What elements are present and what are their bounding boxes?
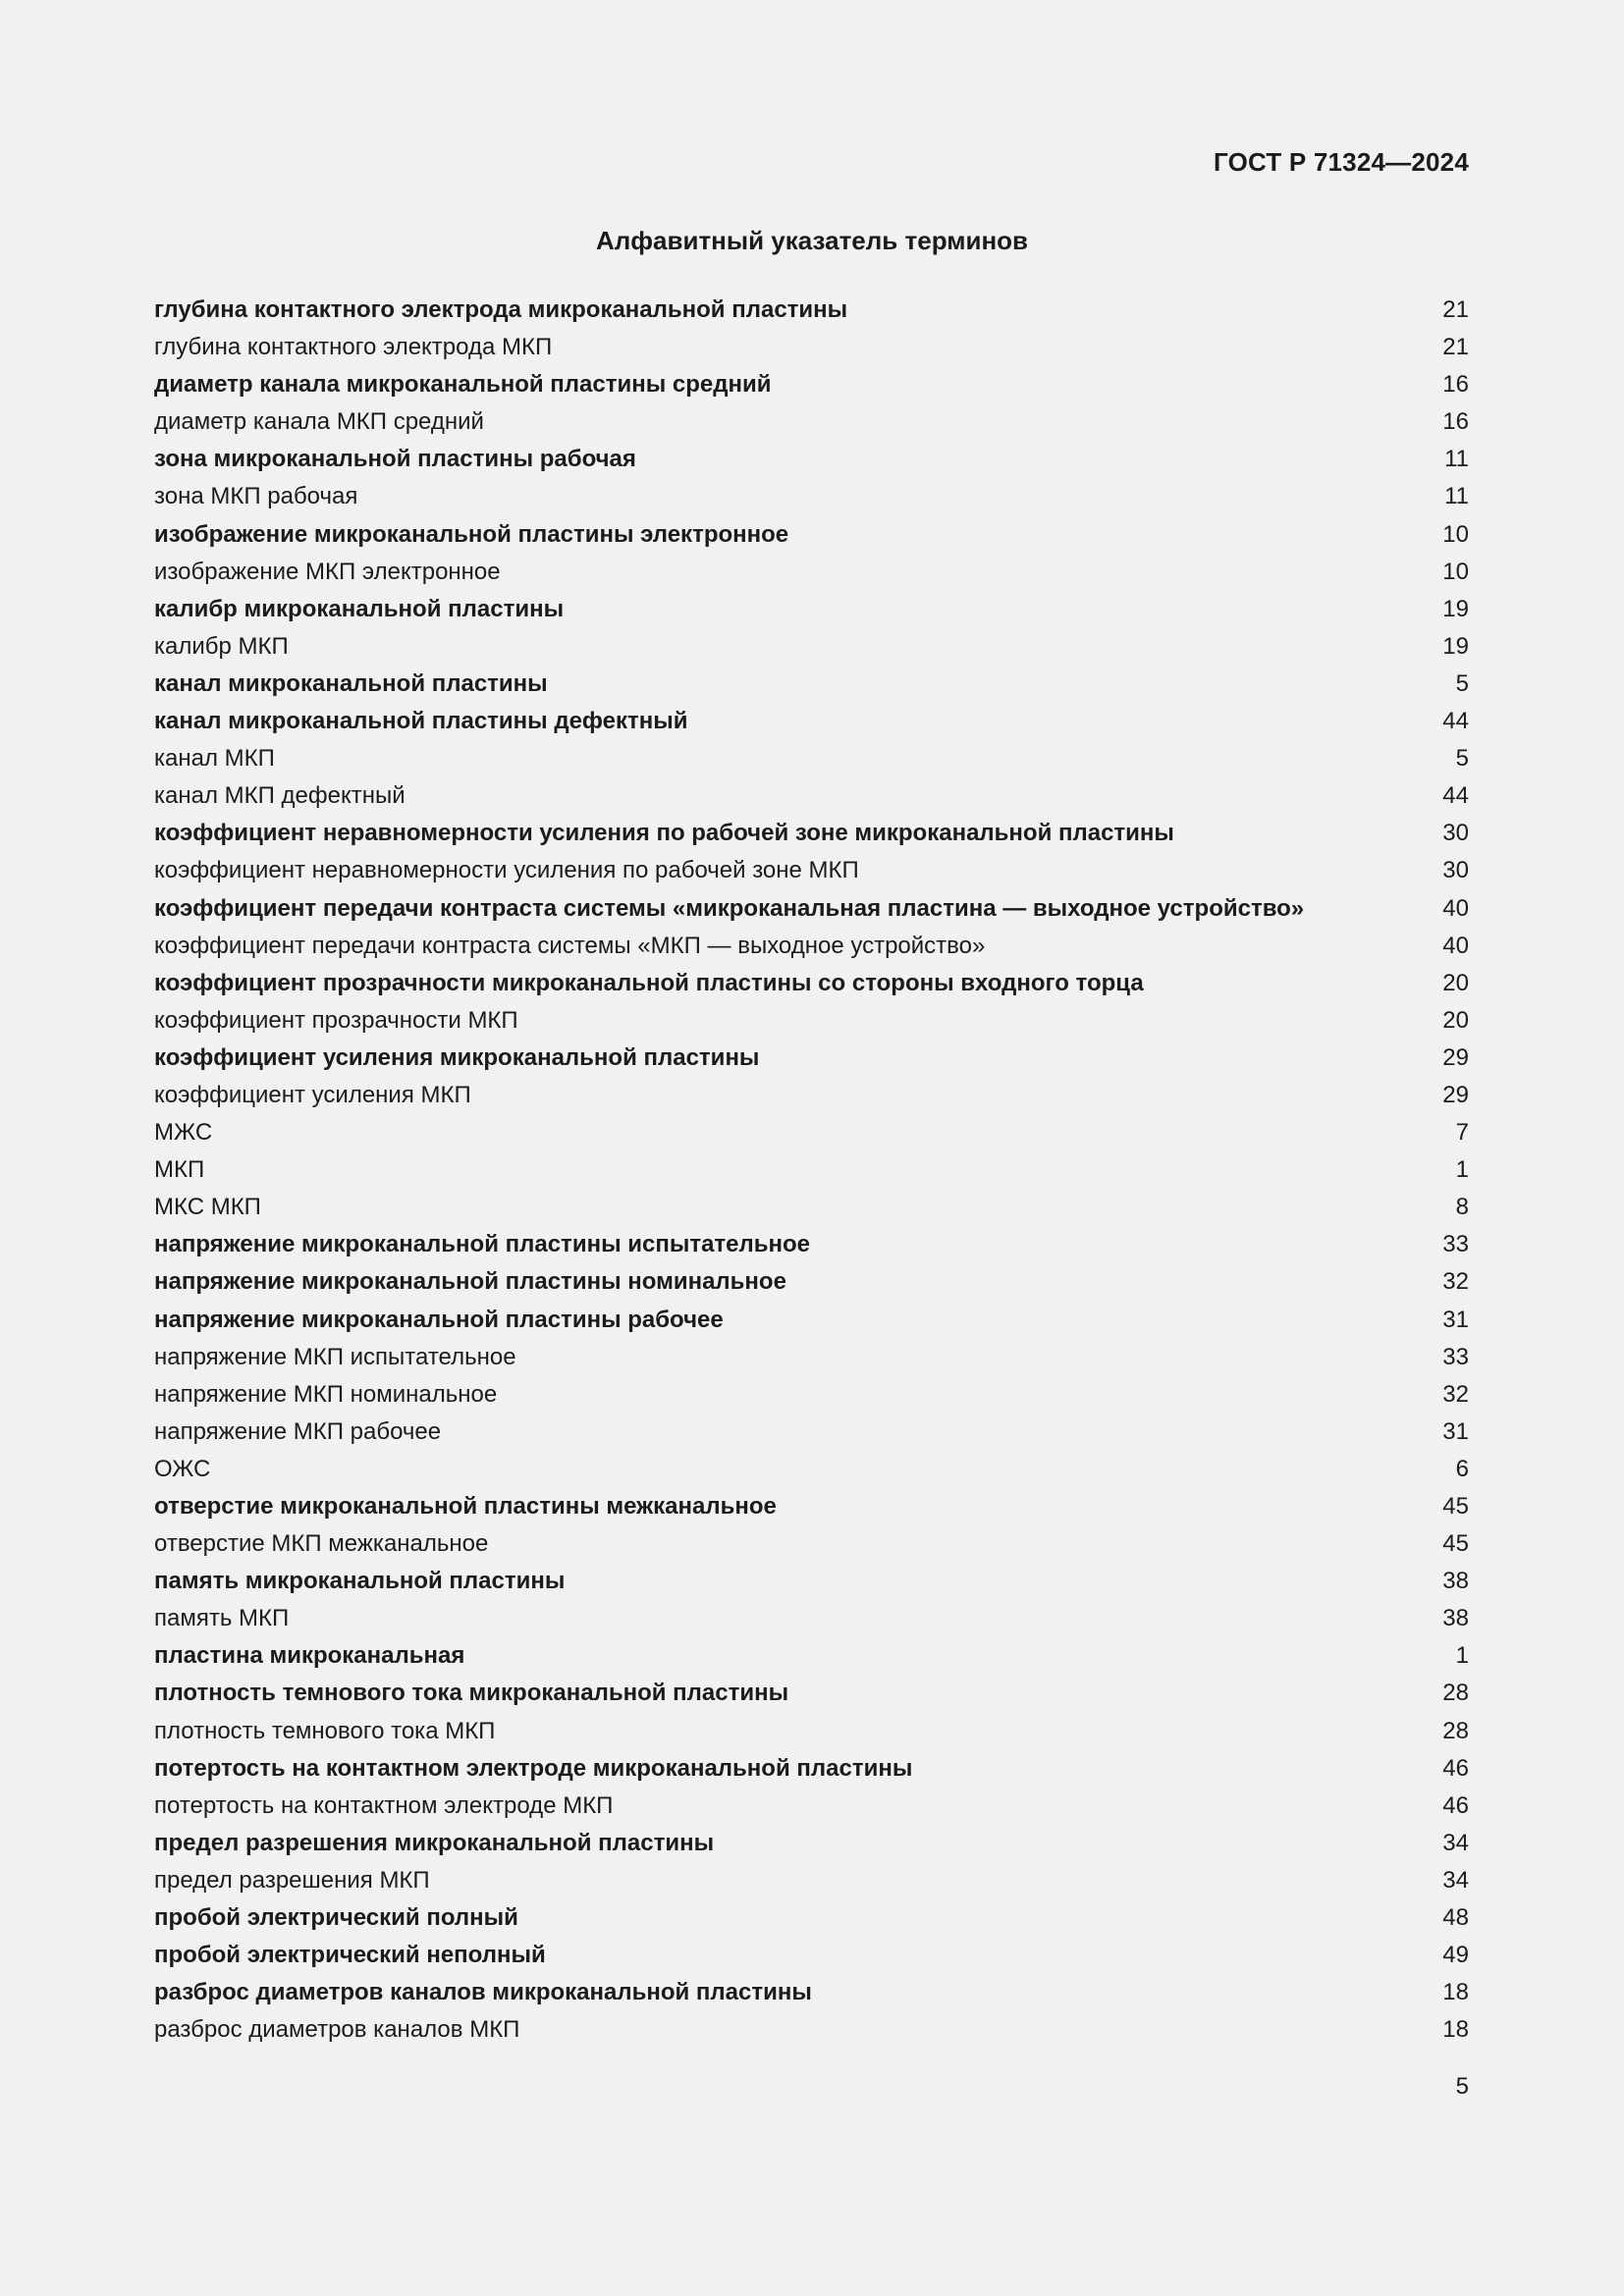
term-text: напряжение МКП рабочее xyxy=(154,1417,442,1445)
term-row xyxy=(154,1899,1469,1937)
term-row xyxy=(154,1339,1469,1376)
term-row xyxy=(154,516,1469,554)
term-text: потертость на контактном электроде МКП xyxy=(154,1791,614,1819)
term-row xyxy=(154,1488,1469,1525)
term-row xyxy=(154,852,1469,889)
term-text: плотность темнового тока МКП xyxy=(154,1717,496,1744)
term-text: канал микроканальной пластины дефектный xyxy=(154,708,688,735)
term-page-ref: 38 xyxy=(1442,1568,1469,1595)
term-text: разброс диаметров каналов МКП xyxy=(154,2016,520,2044)
term-row xyxy=(154,366,1469,403)
standard-designation: ГОСТ Р 71324—2024 xyxy=(1214,147,1469,177)
term-text: коэффициент неравномерности усиления по рабочей зоне микроканальной пластины xyxy=(154,820,1174,847)
term-text: напряжение МКП испытательное xyxy=(154,1343,516,1370)
term-text: коэффициент прозрачности микроканальной пластины со стороны входного торца xyxy=(154,969,1144,996)
term-page-ref: 34 xyxy=(1442,1866,1469,1894)
term-row xyxy=(154,1189,1469,1226)
term-page-ref: 49 xyxy=(1442,1942,1469,1969)
term-row xyxy=(154,1376,1469,1414)
term-text: глубина контактного электрода микроканальной пластины xyxy=(154,296,848,323)
term-page-ref: 30 xyxy=(1442,820,1469,847)
term-row xyxy=(154,703,1469,740)
term-row xyxy=(154,1302,1469,1339)
term-page-ref: 20 xyxy=(1442,969,1469,996)
term-page-ref: 46 xyxy=(1442,1754,1469,1782)
term-page-ref: 29 xyxy=(1442,1081,1469,1108)
term-page-ref: 18 xyxy=(1442,2016,1469,2044)
term-page-ref: 18 xyxy=(1442,1979,1469,2006)
term-page-ref: 1 xyxy=(1455,1156,1469,1184)
term-row xyxy=(154,1263,1469,1301)
term-page-ref: 31 xyxy=(1442,1306,1469,1333)
term-row xyxy=(154,1040,1469,1077)
term-page-ref: 5 xyxy=(1455,745,1469,773)
term-page-ref: 38 xyxy=(1442,1605,1469,1632)
term-text: отверстие МКП межканальное xyxy=(154,1530,489,1558)
term-row xyxy=(154,1788,1469,1825)
term-page-ref: 29 xyxy=(1442,1043,1469,1071)
term-row xyxy=(154,777,1469,815)
term-text: коэффициент усиления МКП xyxy=(154,1081,471,1108)
term-page-ref: 34 xyxy=(1442,1829,1469,1856)
term-page-ref: 16 xyxy=(1442,371,1469,399)
term-row xyxy=(154,1563,1469,1600)
term-row xyxy=(154,1974,1469,2011)
term-page-ref: 33 xyxy=(1442,1231,1469,1258)
term-page-ref: 11 xyxy=(1444,483,1469,510)
term-page-ref: 33 xyxy=(1442,1343,1469,1370)
term-row xyxy=(154,1414,1469,1451)
term-text: МКС МКП xyxy=(154,1194,261,1221)
term-page-ref: 48 xyxy=(1442,1904,1469,1932)
term-text: отверстие микроканальной пластины межканальное xyxy=(154,1493,777,1520)
term-text: ОЖС xyxy=(154,1455,211,1482)
term-text: предел разрешения МКП xyxy=(154,1866,430,1894)
term-page-ref: 5 xyxy=(1455,669,1469,697)
term-text: пластина микроканальная xyxy=(154,1642,465,1670)
term-page-ref: 44 xyxy=(1442,708,1469,735)
term-text: предел разрешения микроканальной пластины xyxy=(154,1829,715,1856)
term-page-ref: 6 xyxy=(1455,1455,1469,1482)
term-text: разброс диаметров каналов микроканальной пластины xyxy=(154,1979,812,2006)
term-row xyxy=(154,329,1469,366)
term-text: МКП xyxy=(154,1156,205,1184)
term-row xyxy=(154,441,1469,478)
term-row xyxy=(154,965,1469,1002)
term-row xyxy=(154,1151,1469,1189)
term-row xyxy=(154,2011,1469,2049)
term-text: потертость на контактном электроде микроканальной пластины xyxy=(154,1754,913,1782)
term-text: пробой электрический полный xyxy=(154,1904,518,1932)
term-text: зона МКП рабочая xyxy=(154,483,358,510)
term-page-ref: 40 xyxy=(1442,932,1469,959)
term-page-ref: 19 xyxy=(1442,595,1469,622)
term-row xyxy=(154,1077,1469,1114)
term-page-ref: 46 xyxy=(1442,1791,1469,1819)
term-page-ref: 45 xyxy=(1442,1493,1469,1520)
term-row xyxy=(154,1451,1469,1488)
term-page-ref: 20 xyxy=(1442,1006,1469,1034)
term-text: диаметр канала микроканальной пластины средний xyxy=(154,371,772,399)
term-page-ref: 16 xyxy=(1442,408,1469,436)
term-text: калибр МКП xyxy=(154,632,289,660)
term-row xyxy=(154,1825,1469,1862)
term-text: изображение МКП электронное xyxy=(154,558,501,585)
term-row xyxy=(154,478,1469,515)
term-text: плотность темнового тока микроканальной пластины xyxy=(154,1680,789,1707)
term-page-ref: 28 xyxy=(1442,1717,1469,1744)
term-row xyxy=(154,928,1469,965)
term-page-ref: 30 xyxy=(1442,857,1469,884)
term-row xyxy=(154,1937,1469,1974)
term-text: память МКП xyxy=(154,1605,290,1632)
term-text: канал МКП xyxy=(154,745,275,773)
term-page-ref: 21 xyxy=(1442,296,1469,323)
term-text: напряжение микроканальной пластины испытательное xyxy=(154,1231,811,1258)
term-row xyxy=(154,591,1469,628)
term-row xyxy=(154,1862,1469,1899)
term-page-ref: 32 xyxy=(1442,1380,1469,1408)
term-text: коэффициент неравномерности усиления по рабочей зоне МКП xyxy=(154,857,859,884)
term-page-ref: 19 xyxy=(1442,632,1469,660)
term-page-ref: 10 xyxy=(1442,558,1469,585)
term-row xyxy=(154,1600,1469,1637)
term-text: пробой электрический неполный xyxy=(154,1942,546,1969)
term-page-ref: 28 xyxy=(1442,1680,1469,1707)
term-row xyxy=(154,1637,1469,1675)
term-text: напряжение микроканальной пластины рабочее xyxy=(154,1306,724,1333)
term-text: память микроканальной пластины xyxy=(154,1568,566,1595)
term-row xyxy=(154,666,1469,703)
term-text: калибр микроканальной пластины xyxy=(154,595,565,622)
term-row xyxy=(154,1675,1469,1712)
term-row xyxy=(154,292,1469,329)
term-text: зона микроканальной пластины рабочая xyxy=(154,446,636,473)
term-text: коэффициент передачи контраста системы «микроканальная пластина — выходное устройство» xyxy=(154,894,1305,922)
term-row xyxy=(154,1226,1469,1263)
term-page-ref: 45 xyxy=(1442,1530,1469,1558)
term-text: напряжение микроканальной пластины номинальное xyxy=(154,1268,786,1296)
term-text: коэффициент передачи контраста системы «МКП — выходное устройство» xyxy=(154,932,986,959)
term-text: коэффициент прозрачности МКП xyxy=(154,1006,518,1034)
term-row xyxy=(154,1002,1469,1040)
term-page-ref: 21 xyxy=(1442,334,1469,361)
page-number: 5 xyxy=(1455,2073,1469,2100)
term-text: диаметр канала МКП средний xyxy=(154,408,484,436)
term-page-ref: 40 xyxy=(1442,894,1469,922)
term-page-ref: 8 xyxy=(1455,1194,1469,1221)
term-row xyxy=(154,890,1469,928)
term-row xyxy=(154,1750,1469,1788)
term-page-ref: 1 xyxy=(1455,1642,1469,1670)
term-text: канал МКП дефектный xyxy=(154,782,406,810)
term-page-ref: 7 xyxy=(1455,1119,1469,1147)
term-page-ref: 44 xyxy=(1442,782,1469,810)
term-text: коэффициент усиления микроканальной пластины xyxy=(154,1043,760,1071)
term-row xyxy=(154,815,1469,852)
term-text: МЖС xyxy=(154,1119,213,1147)
term-page-ref: 11 xyxy=(1444,446,1469,473)
term-row xyxy=(154,1114,1469,1151)
term-text: глубина контактного электрода МКП xyxy=(154,334,553,361)
term-row xyxy=(154,1713,1469,1750)
term-page-ref: 31 xyxy=(1442,1417,1469,1445)
term-page-ref: 32 xyxy=(1442,1268,1469,1296)
page-title: Алфавитный указатель терминов xyxy=(595,226,1029,255)
term-row xyxy=(154,554,1469,591)
term-text: изображение микроканальной пластины электронное xyxy=(154,520,789,548)
term-row xyxy=(154,1525,1469,1563)
term-page-ref: 10 xyxy=(1442,520,1469,548)
term-index-list xyxy=(154,292,1469,2049)
term-row xyxy=(154,740,1469,777)
term-row xyxy=(154,403,1469,441)
term-text: напряжение МКП номинальное xyxy=(154,1380,498,1408)
term-row xyxy=(154,628,1469,666)
term-text: канал микроканальной пластины xyxy=(154,669,548,697)
